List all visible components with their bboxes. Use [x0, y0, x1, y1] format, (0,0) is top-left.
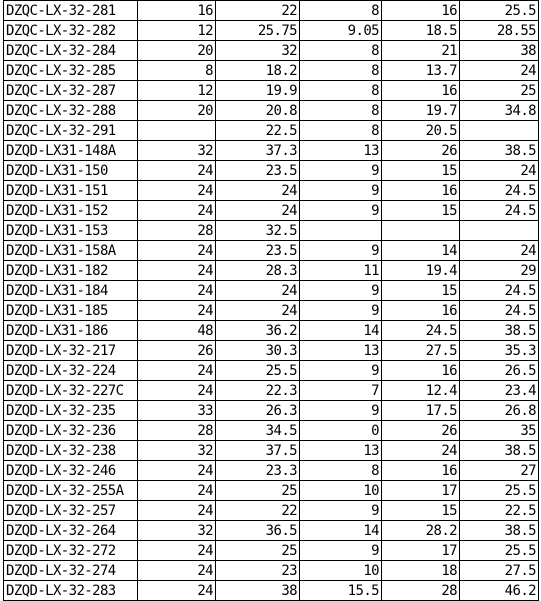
table-cell-value[interactable]: 9 [300, 161, 382, 181]
table-cell-value[interactable]: 24 [138, 381, 216, 401]
table-cell-name[interactable]: DZQD-LX31-153 [4, 221, 138, 241]
table-row [4, 101, 539, 121]
table-row [4, 161, 539, 181]
table-cell-value[interactable]: 16 [382, 1, 460, 21]
table-cell-value[interactable]: 38.5 [460, 141, 539, 161]
table-cell-value[interactable]: 24 [216, 301, 300, 321]
table-cell-value[interactable]: 22.3 [216, 381, 300, 401]
table-cell-value[interactable]: 8 [300, 61, 382, 81]
table-cell-value[interactable]: 26 [382, 141, 460, 161]
table-cell-name[interactable]: DZQC-LX-32-285 [4, 61, 138, 81]
table-cell-value[interactable]: 24 [138, 481, 216, 501]
table-cell-value[interactable]: 26.3 [216, 401, 300, 421]
table-cell-value[interactable]: 16 [382, 181, 460, 201]
table-cell-value[interactable]: 24 [460, 161, 539, 181]
table-cell-value[interactable]: 24 [138, 541, 216, 561]
table-cell-value[interactable]: 35 [460, 421, 539, 441]
table-row [4, 221, 539, 241]
table-cell-value[interactable]: 9 [300, 201, 382, 221]
table-cell-value[interactable]: 24 [138, 501, 216, 521]
table-cell-value[interactable]: 25.5 [460, 481, 539, 501]
table-cell-value[interactable]: 18 [382, 561, 460, 581]
table-cell-name[interactable]: DZQC-LX-32-282 [4, 21, 138, 41]
table-cell-value[interactable] [460, 121, 539, 141]
table-cell-value[interactable]: 16 [382, 81, 460, 101]
table-cell-value[interactable]: 19.7 [382, 101, 460, 121]
table-cell-name[interactable]: DZQD-LX31-152 [4, 201, 138, 221]
table-cell-value[interactable]: 17 [382, 481, 460, 501]
table-cell-value[interactable]: 23.4 [460, 381, 539, 401]
table-cell-value[interactable]: 15 [382, 281, 460, 301]
table-cell-value[interactable]: 8 [300, 101, 382, 121]
table-cell-value[interactable]: 25.5 [460, 1, 539, 21]
table-cell-value[interactable]: 48 [138, 321, 216, 341]
table-cell-value[interactable]: 25.5 [216, 361, 300, 381]
table-cell-value[interactable]: 38 [216, 581, 300, 601]
table-cell-value[interactable]: 24 [138, 301, 216, 321]
table-row [4, 481, 539, 501]
table-cell-value[interactable]: 26 [382, 421, 460, 441]
table-cell-value[interactable]: 23.5 [216, 161, 300, 181]
table-cell-name[interactable]: DZQD-LX31-186 [4, 321, 138, 341]
table-cell-value[interactable]: 27 [460, 461, 539, 481]
table-cell-value[interactable]: 23 [216, 561, 300, 581]
table-cell-value[interactable]: 20.8 [216, 101, 300, 121]
table-cell-value[interactable]: 17.5 [382, 401, 460, 421]
table-cell-value[interactable]: 15 [382, 501, 460, 521]
table-cell-value[interactable]: 9 [300, 541, 382, 561]
table-cell-value[interactable] [138, 121, 216, 141]
table-cell-value[interactable]: 12 [138, 81, 216, 101]
table-cell-value[interactable]: 22.5 [460, 501, 539, 521]
table-cell-name[interactable]: DZQD-LX31-148A [4, 141, 138, 161]
table-cell-value[interactable]: 9 [300, 281, 382, 301]
table-row [4, 41, 539, 61]
table-cell-value[interactable]: 25 [216, 481, 300, 501]
table-cell-name[interactable]: DZQD-LX31-150 [4, 161, 138, 181]
table-cell-value[interactable]: 22 [216, 1, 300, 21]
table-cell-value[interactable]: 15.5 [300, 581, 382, 601]
table-row [4, 441, 539, 461]
table-cell-value[interactable]: 16 [382, 461, 460, 481]
table-cell-value[interactable]: 32 [138, 141, 216, 161]
table-cell-value[interactable]: 9 [300, 181, 382, 201]
table-cell-value[interactable]: 24 [382, 441, 460, 461]
table-cell-value[interactable]: 24.5 [460, 301, 539, 321]
table-cell-value[interactable]: 38 [460, 41, 539, 61]
table-cell-value[interactable]: 25.5 [460, 541, 539, 561]
table-cell-value[interactable]: 38.5 [460, 441, 539, 461]
table-cell-value[interactable] [300, 221, 382, 241]
table-row [4, 381, 539, 401]
table-row [4, 401, 539, 421]
table-cell-name[interactable]: DZQD-LX31-184 [4, 281, 138, 301]
table-cell-value[interactable]: 9.05 [300, 21, 382, 41]
table-row [4, 81, 539, 101]
table-cell-value[interactable]: 8 [300, 81, 382, 101]
table-cell-value[interactable]: 24 [138, 181, 216, 201]
table-cell-value[interactable]: 14 [300, 521, 382, 541]
table-cell-value[interactable]: 0 [300, 421, 382, 441]
table-cell-value[interactable]: 13 [300, 141, 382, 161]
table-cell-value[interactable]: 16 [382, 361, 460, 381]
table-cell-value[interactable]: 24 [216, 201, 300, 221]
table-cell-name[interactable]: DZQD-LX31-151 [4, 181, 138, 201]
table-cell-value[interactable]: 36.5 [216, 521, 300, 541]
table-cell-value[interactable]: 18.2 [216, 61, 300, 81]
table-row [4, 581, 539, 601]
table-cell-value[interactable]: 24 [138, 281, 216, 301]
table-cell-name[interactable]: DZQD-LX-32-257 [4, 501, 138, 521]
table-cell-value[interactable]: 16 [382, 301, 460, 321]
table-cell-value[interactable]: 17 [382, 541, 460, 561]
table-cell-value[interactable]: 36.2 [216, 321, 300, 341]
table-cell-value[interactable]: 26.5 [460, 361, 539, 381]
table-row [4, 141, 539, 161]
table-row [4, 241, 539, 261]
table-cell-name[interactable]: DZQD-LX31-185 [4, 301, 138, 321]
table-cell-value[interactable]: 25.75 [216, 21, 300, 41]
table-cell-name[interactable]: DZQD-LX-32-235 [4, 401, 138, 421]
table-cell-value[interactable]: 10 [300, 481, 382, 501]
table-cell-value[interactable]: 30.3 [216, 341, 300, 361]
table-cell-name[interactable]: DZQD-LX-32-238 [4, 441, 138, 461]
table-cell-value[interactable]: 38.5 [460, 321, 539, 341]
table-cell-value[interactable]: 15 [382, 201, 460, 221]
table-cell-value[interactable]: 24 [138, 161, 216, 181]
table-cell-value[interactable]: 9 [300, 361, 382, 381]
table-cell-value[interactable]: 9 [300, 301, 382, 321]
table-row [4, 261, 539, 281]
table-cell-value[interactable]: 37.5 [216, 441, 300, 461]
table-cell-value[interactable]: 24 [138, 461, 216, 481]
table-cell-name[interactable]: DZQD-LX-32-264 [4, 521, 138, 541]
table-cell-name[interactable]: DZQD-LX-32-283 [4, 581, 138, 601]
table-cell-value[interactable]: 25 [460, 81, 539, 101]
table-cell-value[interactable]: 35.3 [460, 341, 539, 361]
table-cell-value[interactable]: 28.55 [460, 21, 539, 41]
table-cell-value[interactable]: 9 [300, 501, 382, 521]
table-cell-value[interactable]: 33 [138, 401, 216, 421]
table-cell-value[interactable]: 24.5 [460, 281, 539, 301]
table-cell-value[interactable]: 22 [216, 501, 300, 521]
table-cell-name[interactable]: DZQD-LX-32-217 [4, 341, 138, 361]
table-cell-value[interactable]: 28 [138, 221, 216, 241]
table-cell-value[interactable]: 24.5 [460, 181, 539, 201]
table-cell-value[interactable]: 24 [138, 201, 216, 221]
table-cell-value[interactable]: 9 [300, 401, 382, 421]
table-cell-value[interactable]: 24 [460, 61, 539, 81]
table-cell-value[interactable]: 8 [300, 1, 382, 21]
table-cell-name[interactable]: DZQC-LX-32-284 [4, 41, 138, 61]
table-cell-value[interactable]: 26.8 [460, 401, 539, 421]
table-cell-name[interactable]: DZQD-LX31-158A [4, 241, 138, 261]
table-cell-value[interactable]: 28 [382, 581, 460, 601]
table-cell-value[interactable]: 8 [300, 41, 382, 61]
table-cell-value[interactable]: 14 [300, 321, 382, 341]
table-cell-value[interactable]: 12 [138, 21, 216, 41]
table-cell-value[interactable]: 32.5 [216, 221, 300, 241]
table-cell-value[interactable]: 24 [138, 361, 216, 381]
table-cell-value[interactable]: 8 [300, 461, 382, 481]
table-cell-value[interactable]: 27.5 [460, 561, 539, 581]
table-cell-value[interactable]: 32 [138, 441, 216, 461]
table-cell-name[interactable]: DZQD-LX-32-246 [4, 461, 138, 481]
table-cell-value[interactable]: 34.5 [216, 421, 300, 441]
table-cell-value[interactable]: 20 [138, 41, 216, 61]
table-cell-value[interactable]: 24 [460, 241, 539, 261]
table-cell-name[interactable]: DZQC-LX-32-287 [4, 81, 138, 101]
table-cell-name[interactable]: DZQD-LX-32-255A [4, 481, 138, 501]
table-cell-value[interactable]: 15 [382, 161, 460, 181]
table-cell-value[interactable]: 25 [216, 541, 300, 561]
table-row [4, 461, 539, 481]
table-cell-value[interactable]: 13 [300, 441, 382, 461]
table-cell-value[interactable]: 24 [138, 241, 216, 261]
table-cell-name[interactable]: DZQC-LX-32-288 [4, 101, 138, 121]
table-cell-value[interactable]: 16 [138, 1, 216, 21]
spreadsheet-view [3, 0, 538, 601]
table-row [4, 201, 539, 221]
table-cell-value[interactable]: 14 [382, 241, 460, 261]
table-cell-value[interactable]: 22.5 [216, 121, 300, 141]
table-row [4, 121, 539, 141]
table-cell-value[interactable]: 38.5 [460, 521, 539, 541]
table-row [4, 21, 539, 41]
table-cell-value[interactable]: 28 [138, 421, 216, 441]
table-cell-name[interactable]: DZQD-LX31-182 [4, 261, 138, 281]
table-cell-value[interactable]: 21 [382, 41, 460, 61]
table-cell-name[interactable]: DZQD-LX-32-274 [4, 561, 138, 581]
table-cell-value[interactable]: 13 [300, 341, 382, 361]
table-row [4, 541, 539, 561]
table-body [4, 1, 539, 601]
table-cell-value[interactable]: 24 [216, 281, 300, 301]
table-row [4, 181, 539, 201]
table-row [4, 521, 539, 541]
table-cell-name[interactable]: DZQC-LX-32-281 [4, 1, 138, 21]
table-row [4, 421, 539, 441]
table-cell-value[interactable]: 24.5 [460, 201, 539, 221]
table-row [4, 501, 539, 521]
data-table [3, 0, 539, 601]
table-row [4, 61, 539, 81]
table-cell-value[interactable]: 24 [138, 261, 216, 281]
table-cell-value[interactable]: 46.2 [460, 581, 539, 601]
table-cell-name[interactable]: DZQD-LX-32-227C [4, 381, 138, 401]
table-cell-value[interactable]: 32 [216, 41, 300, 61]
table-cell-value[interactable]: 11 [300, 261, 382, 281]
table-row [4, 561, 539, 581]
table-cell-value[interactable] [460, 221, 539, 241]
table-cell-value[interactable]: 8 [300, 121, 382, 141]
table-cell-value[interactable]: 27.5 [382, 341, 460, 361]
table-cell-value[interactable]: 20.5 [382, 121, 460, 141]
table-row [4, 281, 539, 301]
table-cell-value[interactable]: 8 [138, 61, 216, 81]
table-cell-value[interactable]: 28.2 [382, 521, 460, 541]
table-cell-value[interactable]: 28.3 [216, 261, 300, 281]
table-cell-value[interactable]: 20 [138, 101, 216, 121]
table-row [4, 301, 539, 321]
table-cell-value[interactable]: 37.3 [216, 141, 300, 161]
table-cell-value[interactable]: 24 [216, 181, 300, 201]
table-cell-name[interactable]: DZQD-LX-32-224 [4, 361, 138, 381]
table-cell-value[interactable]: 13.7 [382, 61, 460, 81]
table-cell-name[interactable]: DZQD-LX-32-236 [4, 421, 138, 441]
table-cell-value[interactable]: 18.5 [382, 21, 460, 41]
table-cell-value[interactable]: 29 [460, 261, 539, 281]
table-cell-value[interactable]: 9 [300, 241, 382, 261]
table-cell-value[interactable]: 26 [138, 341, 216, 361]
table-cell-value[interactable]: 24 [138, 581, 216, 601]
table-cell-value[interactable]: 10 [300, 561, 382, 581]
table-cell-value[interactable]: 24.5 [382, 321, 460, 341]
table-cell-value[interactable]: 32 [138, 521, 216, 541]
table-cell-value[interactable]: 7 [300, 381, 382, 401]
table-cell-value[interactable]: 23.5 [216, 241, 300, 261]
table-row [4, 341, 539, 361]
table-cell-value[interactable] [382, 221, 460, 241]
table-row [4, 361, 539, 381]
table-cell-name[interactable]: DZQC-LX-32-291 [4, 121, 138, 141]
table-row [4, 1, 539, 21]
table-cell-value[interactable]: 12.4 [382, 381, 460, 401]
table-cell-value[interactable]: 34.8 [460, 101, 539, 121]
table-cell-value[interactable]: 23.3 [216, 461, 300, 481]
table-cell-value[interactable]: 19.4 [382, 261, 460, 281]
table-cell-value[interactable]: 24 [138, 561, 216, 581]
table-row [4, 321, 539, 341]
table-cell-name[interactable]: DZQD-LX-32-272 [4, 541, 138, 561]
table-cell-value[interactable]: 19.9 [216, 81, 300, 101]
